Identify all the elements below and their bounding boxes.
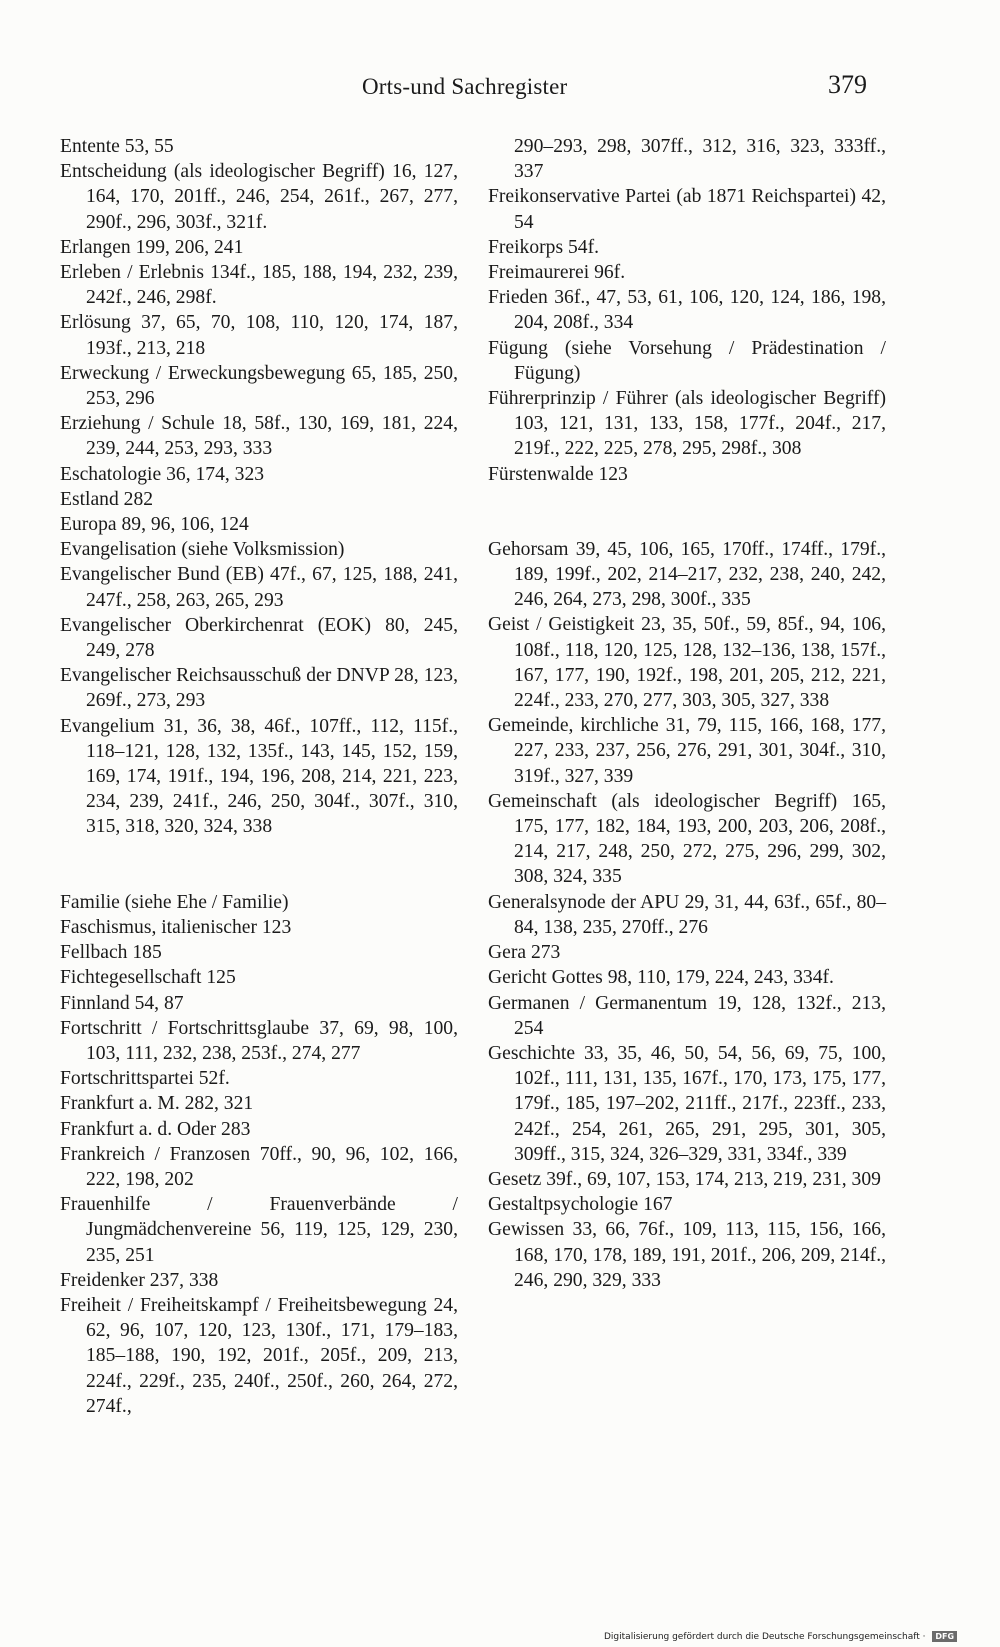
index-entry: Gericht Gottes 98, 110, 179, 224, 243, 334f. — [488, 967, 834, 989]
index-entry: Freimaurerei 96f. — [488, 262, 626, 284]
index-entry: Geschichte 33, 35, 46, 50, 54, 56, 69, 75, 100, 102f., 111, 131, 135, 167f., 170, 173, 175, 177, 179f., 185, 197–202, 211ff., 217f., 223ff., 233, 242f., 254, 261, 265, 291, 295, 301, 305, 309ff., 315, 324, 326–329, 331, 334f., 339 — [488, 1042, 886, 1165]
index-entry: Germanen / Germanentum 19, 128, 132f., 213, 254 — [488, 992, 886, 1039]
index-entry: Frankreich / Franzosen 70ff., 90, 96, 102, 166, 222, 198, 202 — [60, 1143, 458, 1190]
index-entry: Fichtegesellschaft 125 — [60, 967, 236, 989]
index-entry: Faschismus, italienischer 123 — [60, 916, 292, 938]
index-entry: Erleben / Erlebnis 134f., 185, 188, 194, 232, 239, 242f., 246, 298f. — [60, 262, 458, 309]
footer-text: Digitalisierung gefördert durch die Deutsche Forschungsgemeinschaft · — [604, 1632, 926, 1642]
section-gap — [488, 487, 886, 537]
index-entry: Frauenhilfe / Frauenverbände / Jungmädchenvereine 56, 119, 125, 129, 230, 235, 251 — [60, 1194, 458, 1266]
index-entry: Evangelium 31, 36, 38, 46f., 107ff., 112, 115f., 118–121, 128, 132, 135f., 143, 145, 152, 159, 169, 174, 191f., 194, 196, 208, 214, 221, 223, 234, 239, 241f., 246, 250, 304f., 307f., 310, 315, 318, 320, 324, 338 — [60, 715, 458, 838]
index-entry: Erlösung 37, 65, 70, 108, 110, 120, 174, 187, 193f., 213, 218 — [60, 312, 458, 359]
section-gap — [60, 840, 458, 890]
index-entry: Freikorps 54f. — [488, 236, 600, 258]
index-entry: 290–293, 298, 307ff., 312, 316, 323, 333ff., 337 — [514, 136, 886, 183]
page-number: 379 — [828, 70, 867, 99]
index-entry: Evangelisation (siehe Volksmission) — [60, 539, 345, 561]
index-entry: Fortschritt / Fortschrittsglaube 37, 69, 98, 100, 103, 111, 232, 238, 253f., 274, 277 — [60, 1017, 458, 1064]
running-title: Orts-und Sachregister — [362, 74, 568, 99]
index-entry: Erlangen 199, 206, 241 — [60, 236, 244, 258]
index-entry: Generalsynode der APU 29, 31, 44, 63f., 65f., 80–84, 138, 235, 270ff., 276 — [488, 891, 886, 938]
index-entry: Gemeinde, kirchliche 31, 79, 115, 166, 168, 177, 227, 233, 237, 256, 276, 291, 301, 304f., 310, 319f., 327, 339 — [488, 715, 886, 787]
index-entry: Geist / Geistigkeit 23, 35, 50f., 59, 85f., 94, 106, 108f., 118, 120, 125, 128, 132–136, 138, 157f., 167, 177, 190, 192f., 198, 201, 205, 212, 221, 224f., 233, 270, 277, 303, 305, 327, 338 — [488, 614, 886, 712]
page-header — [0, 72, 1000, 112]
dfg-logo: DFG — [932, 1631, 957, 1642]
index-entry: Eschatologie 36, 174, 323 — [60, 463, 265, 485]
index-entry: Gehorsam 39, 45, 106, 165, 170ff., 174ff., 179f., 189, 199f., 202, 214–217, 232, 238, 240, 242, 246, 264, 273, 298, 300f., 335 — [488, 538, 886, 611]
index-entry: Frankfurt a. M. 282, 321 — [60, 1093, 254, 1115]
index-entry: Freidenker 237, 338 — [60, 1269, 219, 1291]
index-entry: Gera 273 — [488, 942, 561, 964]
index-entry: Finnland 54, 87 — [60, 992, 184, 1014]
index-entry: Fügung (siehe Vorsehung / Prädestination / Fügung) — [488, 337, 886, 384]
index-entry: Freiheit / Freiheitskampf / Freiheitsbewegung 24, 62, 96, 107, 120, 123, 130f., 171, 179–183, 185–188, 190, 192, 201f., 205f., 209, 213, 224f., 229f., 235, 240f., 250f., 260, 264, 272, 274f., — [60, 1294, 458, 1417]
index-entry: Fellbach 185 — [60, 942, 162, 964]
index-entry: Evangelischer Bund (EB) 47f., 67, 125, 188, 241, 247f., 258, 263, 265, 293 — [60, 564, 458, 611]
index-column-left — [60, 134, 458, 1419]
index-entry: Evangelischer Oberkirchenrat (EOK) 80, 245, 249, 278 — [60, 614, 458, 662]
index-entry: Führerprinzip / Führer (als ideologischer Begriff) 103, 121, 131, 133, 158, 177f., 204f., 217, 219f., 222, 225, 278, 295, 298f., 308 — [488, 388, 886, 460]
index-entry: Erziehung / Schule 18, 58f., 130, 169, 181, 224, 239, 244, 253, 293, 333 — [60, 413, 458, 460]
index-entry: Europa 89, 96, 106, 124 — [60, 514, 249, 536]
index-entry: Frankfurt a. d. Oder 283 — [60, 1118, 251, 1140]
index-entry: Estland 282 — [60, 488, 154, 510]
footer-credit — [604, 1631, 957, 1642]
index-entry: Entscheidung (als ideologischer Begriff) 16, 127, 164, 170, 201ff., 246, 254, 261f., 267, 277, 290f., 296, 303f., 321f. — [60, 161, 458, 233]
index-entry: Familie (siehe Ehe / Familie) — [60, 891, 289, 913]
index-entry: Entente 53, 55 — [60, 136, 174, 157]
index-entry: Fortschrittspartei 52f. — [60, 1068, 230, 1090]
index-entry: Gestaltpsychologie 167 — [488, 1194, 673, 1216]
index-entry: Evangelischer Reichsausschuß der DNVP 28, 123, 269f., 273, 293 — [60, 665, 458, 712]
index-entry: Gewissen 33, 66, 76f., 109, 113, 115, 156, 166, 168, 170, 178, 189, 191, 201f., 206, 209, 214f., 246, 290, 329, 333 — [488, 1219, 886, 1291]
index-entry: Fürstenwalde 123 — [488, 463, 628, 485]
index-entry: Gemeinschaft (als ideologischer Begriff) 165, 175, 177, 182, 184, 193, 200, 203, 206, 208f., 214, 217, 248, 250, 272, 275, 296, 299, 302, 308, 324, 335 — [488, 790, 886, 888]
index-entry: Gesetz 39f., 69, 107, 153, 174, 213, 219, 231, 309 — [488, 1168, 881, 1190]
index-entry: Erweckung / Erweckungsbewegung 65, 185, 250, 253, 296 — [60, 362, 458, 410]
index-column-right — [488, 134, 886, 1293]
index-entry: Frieden 36f., 47, 53, 61, 106, 120, 124, 186, 198, 204, 208f., 334 — [488, 287, 886, 334]
index-entry: Freikonservative Partei (ab 1871 Reichspartei) 42, 54 — [488, 186, 886, 233]
